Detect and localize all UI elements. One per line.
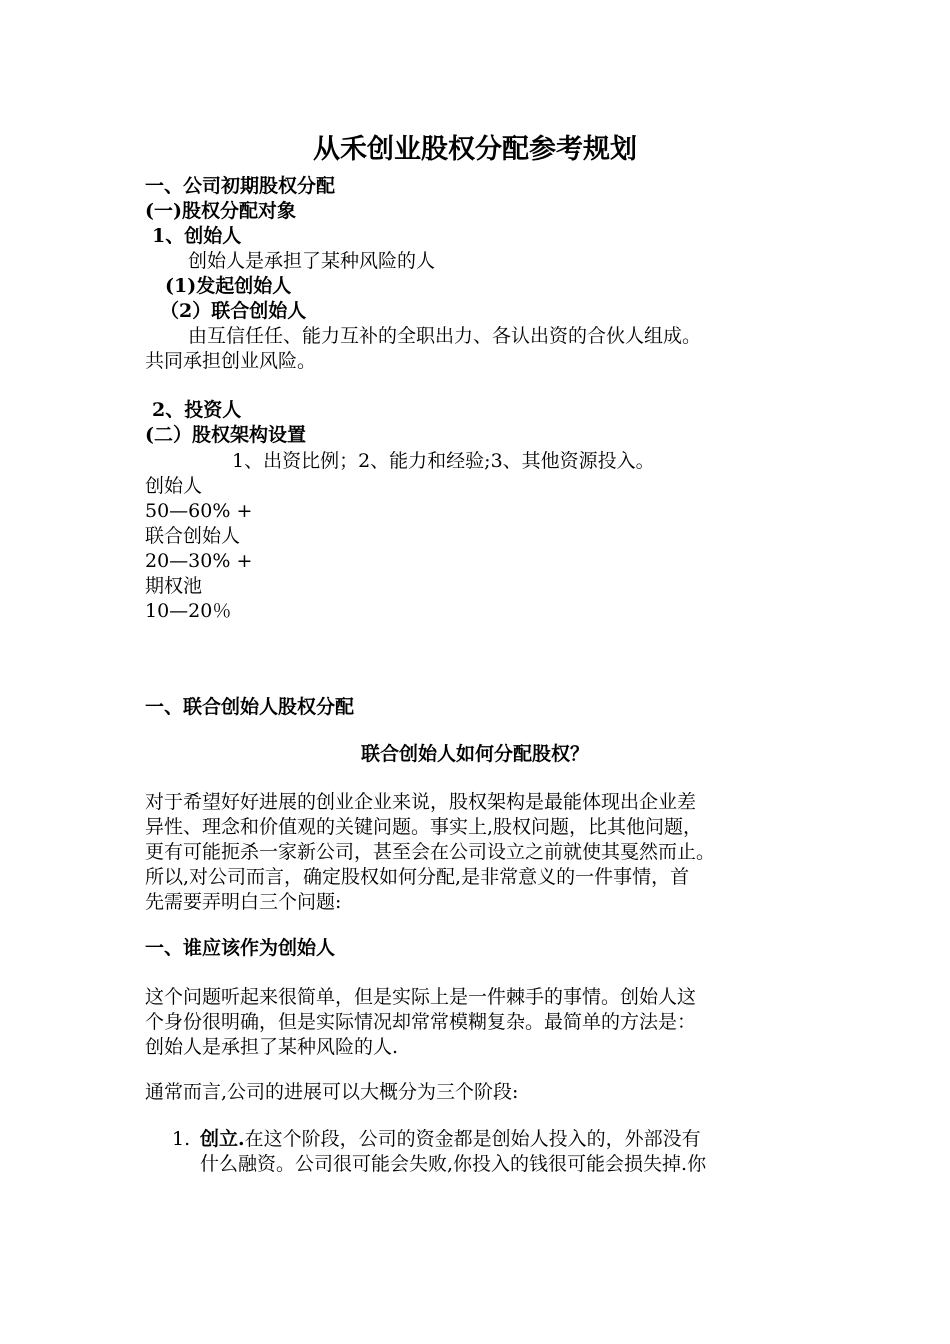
subsection-heading: (一)股权分配对象 [145, 200, 296, 222]
document-title: 从禾创业股权分配参考规划 [313, 134, 637, 165]
equity-value: 50—60% + [145, 500, 253, 522]
list-item-text: 什么融资。公司很可能会失败,你投入的钱很可能会损失掉.你 [200, 1153, 707, 1175]
paragraph-line: 先需要弄明白三个问题: [145, 891, 342, 913]
paragraph-line: 个身份很明确，但是实际情况却常常模糊复杂。最简单的方法是： [145, 1011, 697, 1033]
section-heading: 一、联合创始人股权分配 [145, 696, 355, 718]
equity-value: 20—30% + [145, 550, 253, 572]
list-item-term: 创立. [200, 1128, 245, 1150]
equity-label: 创始人 [145, 475, 203, 497]
list-item-line [200, 1127, 701, 1152]
equity-label: 期权池 [145, 575, 203, 597]
center-title: 联合创始人如何分配股权？ [360, 743, 589, 765]
paragraph-line: 异性、理念和价值观的关键问题。事实上,股权问题，比其他问题， [145, 816, 703, 838]
subsection-heading: (二）股权架构设置 [145, 424, 306, 446]
list-item-number: 1. [172, 1128, 191, 1150]
item-heading: 1、创始人 [152, 225, 242, 247]
paragraph-line: 所以,对公司而言，确定股权如何分配,是非常意义的一件事情，首 [145, 866, 690, 888]
item-heading: 2、投资人 [152, 399, 242, 421]
sub-item-heading: (1)发起创始人 [165, 275, 292, 297]
paragraph-line: 这个问题听起来很简单，但是实际上是一件棘手的事情。创始人这 [145, 986, 697, 1008]
equity-value: 10—20％ [145, 600, 232, 622]
paragraph-line: 创始人是承担了某种风险的人. [145, 1036, 399, 1058]
list-item-text: 在这个阶段，公司的资金都是创始人投入的，外部没有 [244, 1128, 701, 1150]
sub-item-heading: （2）联合创始人 [160, 300, 307, 322]
item-description: 由互信任任、能力互补的全职出力、各认出资的合伙人组成。 [188, 325, 702, 347]
equity-label: 联合创始人 [145, 525, 241, 547]
question-heading: 一、谁应该作为创始人 [145, 937, 336, 959]
paragraph [145, 790, 810, 915]
structure-description: 1、出资比例；2、能力和经验;3、其他资源投入。 [232, 450, 655, 472]
paragraph-line: 更有可能扼杀一家新公司，甚至会在公司设立之前就使其戛然而止。 [145, 841, 716, 863]
section-heading: 一、公司初期股权分配 [145, 175, 336, 197]
paragraph-line: 对于希望好好进展的创业企业来说，股权架构是最能体现出企业差 [145, 791, 697, 813]
paragraph: 通常而言,公司的进展可以大概分为三个阶段: [145, 1081, 519, 1103]
paragraph [145, 985, 810, 1060]
item-description: 共同承担创业风险。 [145, 350, 317, 372]
item-description: 创始人是承担了某种风险的人 [188, 250, 436, 272]
